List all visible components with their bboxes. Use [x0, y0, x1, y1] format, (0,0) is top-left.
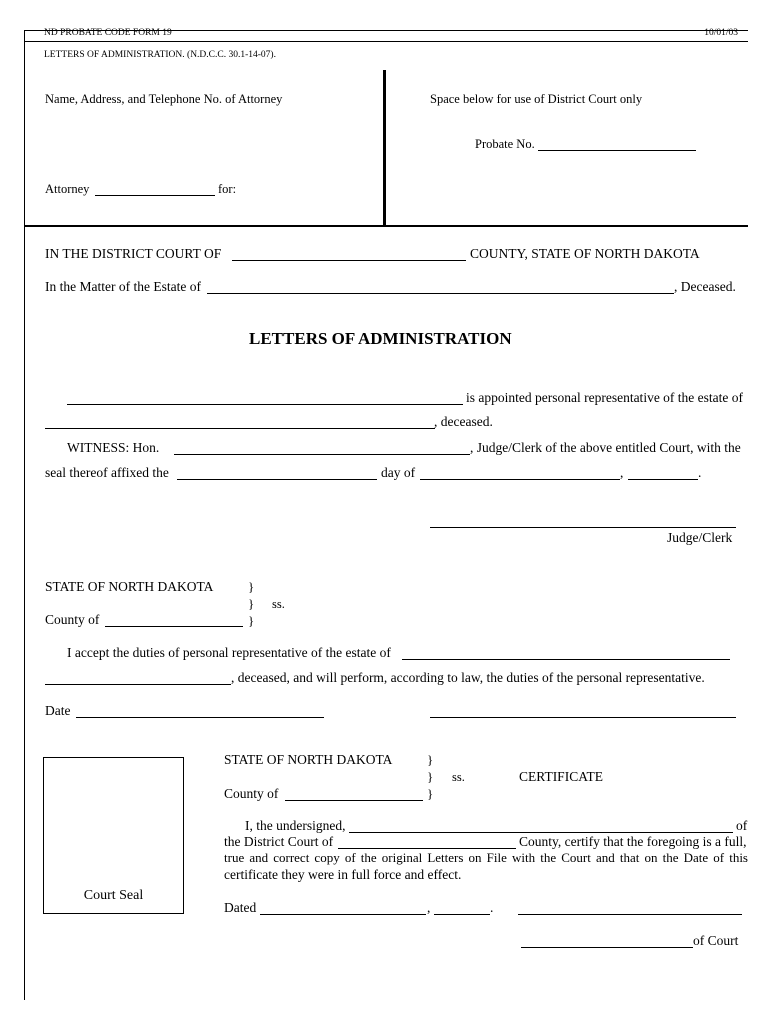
estate-name-field[interactable]: [207, 293, 674, 294]
for-label: for:: [218, 182, 237, 196]
county-state-label: COUNTY, STATE OF NORTH DAKOTA: [470, 246, 700, 261]
brace: }: [427, 752, 434, 767]
court-seal-label: Court Seal: [83, 888, 144, 903]
year-period: .: [698, 465, 702, 480]
year-field[interactable]: [628, 479, 698, 480]
dated-field[interactable]: [260, 914, 426, 915]
appointed-text: is appointed personal representative of the estate of: [466, 390, 744, 405]
month-comma: ,: [620, 465, 624, 480]
undersigned-of: of: [736, 818, 748, 833]
page-title: LETTERS OF ADMINISTRATION: [249, 329, 512, 348]
will-perform-text: , deceased, and will perform, according to law, the duties of the personal representative.: [231, 670, 705, 685]
deceased-label: , Deceased.: [674, 279, 736, 294]
representative-signature-line[interactable]: [430, 717, 736, 718]
certificate-title: CERTIFICATE: [519, 769, 603, 784]
judge-signature-line[interactable]: [430, 527, 736, 528]
acceptance-state: STATE OF NORTH DAKOTA: [45, 579, 214, 594]
form-date: 10/01/03: [704, 28, 738, 38]
certificate-state: STATE OF NORTH DAKOTA: [224, 752, 393, 767]
dated-comma: ,: [427, 900, 431, 915]
attorney-label: Attorney: [45, 182, 90, 196]
probate-no-field[interactable]: [538, 150, 696, 151]
court-title-field[interactable]: [521, 947, 693, 948]
dated-year-field[interactable]: [434, 914, 490, 915]
matter-of-label: In the Matter of the Estate of: [45, 279, 201, 294]
certificate-county-label: County of: [224, 786, 279, 801]
county-name-field[interactable]: [232, 260, 466, 261]
attorney-field[interactable]: [95, 195, 215, 196]
undersigned-name-field[interactable]: [349, 832, 733, 833]
deceased-text: , deceased.: [434, 414, 493, 429]
certificate-county-field[interactable]: [285, 800, 423, 801]
brace: }: [248, 579, 255, 594]
attorney-info-label: Name, Address, and Telephone No. of Attorney: [45, 92, 283, 106]
brace: }: [248, 596, 255, 611]
representative-name-field[interactable]: [67, 404, 463, 405]
certificate-line-3: true and correct copy of the original Letters on File with the Court and that on the Date of this: [224, 850, 748, 865]
probate-no-label: Probate No.: [475, 137, 535, 151]
clerk-signature-line[interactable]: [518, 914, 742, 915]
day-field[interactable]: [177, 479, 377, 480]
of-court-label: of Court: [693, 933, 739, 948]
court-use-label: Space below for use of District Court only: [430, 92, 643, 106]
certificate-line-4: certificate they were in full force and effect.: [224, 867, 462, 882]
caption-bottom-line: [24, 225, 748, 227]
acceptance-date-field[interactable]: [76, 717, 324, 718]
form-name: ND PROBATE CODE FORM 19: [44, 28, 172, 38]
brace: }: [427, 769, 434, 784]
duties-decedent-field[interactable]: [45, 684, 231, 685]
seal-affixed-label: seal thereof affixed the: [45, 465, 169, 480]
brace: }: [248, 613, 255, 628]
certificate-district-field[interactable]: [338, 848, 516, 849]
month-field[interactable]: [420, 479, 620, 480]
acceptance-county-label: County of: [45, 612, 100, 627]
judge-name-field[interactable]: [174, 454, 470, 455]
form-subtitle: LETTERS OF ADMINISTRATION. (N.D.C.C. 30.1-14-07).: [44, 50, 276, 60]
duties-text: I accept the duties of personal representative of the estate of: [67, 645, 391, 660]
day-of-label: day of: [381, 465, 416, 480]
header-divider: [24, 41, 748, 42]
decedent-name-field[interactable]: [45, 428, 435, 429]
acceptance-county-field[interactable]: [105, 626, 243, 627]
county-certify-text: County, certify that the foregoing is a full,: [519, 834, 747, 849]
district-court-of-label: the District Court of: [224, 834, 334, 849]
caption-divider: [383, 70, 386, 227]
witness-label: WITNESS: Hon.: [67, 440, 160, 455]
left-margin-line: [24, 30, 25, 1000]
duties-estate-field[interactable]: [402, 659, 730, 660]
dated-period: .: [490, 900, 494, 915]
acceptance-ss: ss.: [272, 597, 285, 611]
judge-clerk-signature-label: Judge/Clerk: [667, 530, 733, 545]
judge-clerk-court-text: , Judge/Clerk of the above entitled Court, with the: [470, 440, 741, 455]
dated-label: Dated: [224, 900, 257, 915]
district-court-label: IN THE DISTRICT COURT OF: [45, 246, 222, 261]
brace: }: [427, 786, 434, 801]
acceptance-date-label: Date: [45, 703, 71, 718]
undersigned-label: I, the undersigned,: [245, 818, 346, 833]
certificate-ss: ss.: [452, 770, 465, 784]
